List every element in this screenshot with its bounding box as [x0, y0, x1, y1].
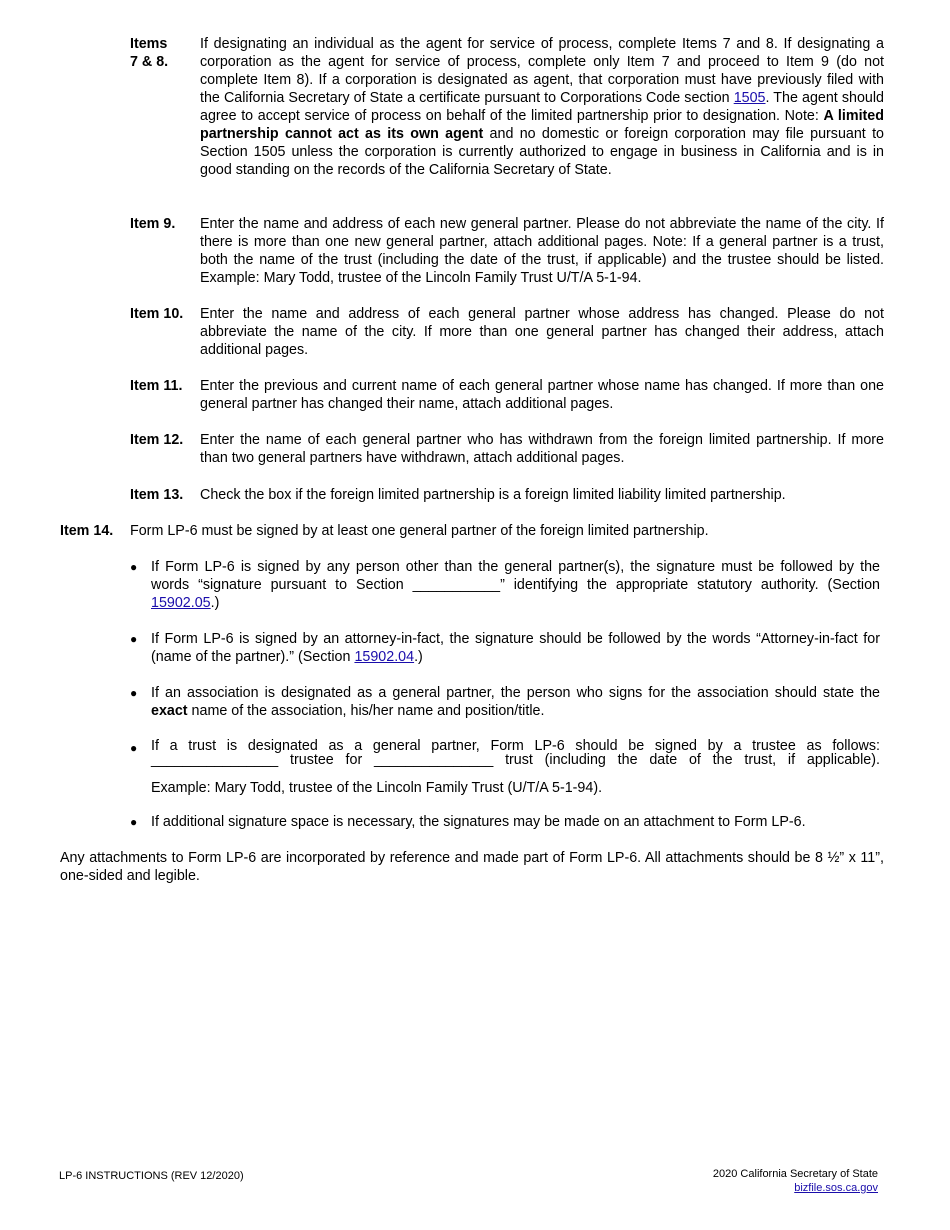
- bullet-trust: [130, 739, 880, 767]
- bullet-text: [151, 684, 880, 720]
- item-text: Enter the name and address of each new general partner. Please do not abbreviate the name of the city. If there is more than one new general partner, attach additional pages. Note: If a general partner is a trust, both the name of the trust (including the date of the trust, if applicable) and the trustee should be listed. Example: Mary Todd, trustee of the Lincoln Family Trust U/T/A 5-1-94.: [200, 216, 884, 286]
- item-text: Check the box if the foreign limited partnership is a foreign limited liability limited partnership.: [200, 487, 786, 503]
- item-label: Item 13.: [130, 487, 184, 503]
- bullet-association: [130, 684, 880, 720]
- bullet-text: If additional signature space is necessary, the signatures may be made on an attachment to Form LP-6.: [151, 814, 806, 830]
- item-label: Item 12.: [130, 432, 184, 448]
- footer-form-id: LP-6 INSTRUCTIONS (REV 12/2020): [59, 1170, 244, 1182]
- closing-paragraph: Any attachments to Form LP-6 are incorporated by reference and made part of Form LP-6. All attachments should be 8 ½” x 11”, one-sided and legible.: [60, 850, 884, 884]
- item-13: [130, 486, 884, 504]
- item-label-line2: 7 & 8.: [130, 54, 169, 70]
- item-14: [60, 522, 884, 540]
- trust-example: Example: Mary Todd, trustee of the Lincoln Family Trust (U/T/A 5-1-94).: [151, 780, 603, 796]
- item-label-line1: Items: [130, 36, 168, 52]
- item-label: [130, 35, 200, 71]
- section-15902-04-link[interactable]: 15902.04: [354, 649, 415, 665]
- item-12: [130, 431, 884, 467]
- bullet-dot-icon: ●: [130, 632, 138, 646]
- item-label: Item 14.: [60, 523, 114, 539]
- bullet-text-part: If an association is designated as a general partner, the person who signs for the association should state the: [151, 685, 880, 701]
- bullet-text: [151, 558, 880, 612]
- bullet-dot-icon: ●: [130, 560, 138, 574]
- item-label: Item 10.: [130, 306, 184, 322]
- bullet-text-part: .): [210, 595, 220, 611]
- item-text-part: . The agent should agree to accept service of process on behalf of the limited partnership prior to designation. Note:: [200, 90, 884, 124]
- item-label: Item 11.: [130, 378, 183, 394]
- item-text: [200, 35, 884, 179]
- bullet-text-line: If a trust is designated as a general partner, Form LP-6 should be signed by a trustee as follows:: [151, 738, 880, 754]
- item-text-part: and no domestic or foreign corporation may file pursuant to Section 1505 unless the corporation is currently authorized to engage in business in California and is in good standing on the records of the California Secretary of State.: [200, 126, 884, 178]
- item-text: Enter the name and address of each general partner whose address has changed. Please do not abbreviate the name of the city. If more than one general partner has changed their address, attach additional pages.: [200, 306, 884, 358]
- bullet-text-part: .): [414, 649, 423, 665]
- bullet-text: [151, 630, 880, 666]
- item-9: [130, 215, 884, 287]
- item-11: [130, 377, 884, 413]
- item-bold-note: A limited partnership cannot act as its own agent: [200, 108, 884, 142]
- bullet-text-part: name of the association, his/her name and position/title.: [187, 703, 545, 719]
- bullet-attorney-in-fact: [130, 630, 880, 666]
- bullet-additional-signature: [130, 813, 880, 831]
- bullet-text-line: ________________ trustee for _______________ trust (including the date of the trust, if applicable).: [151, 752, 880, 768]
- bullet-text-part: If Form LP-6 is signed by any person other than the general partner(s), the signature must be followed by the words “signature pursuant to Section ___________” identifying the appropriate statutory authority. (Section: [151, 559, 880, 593]
- item-label: Item 9.: [130, 216, 176, 232]
- section-1505-link[interactable]: 1505: [733, 90, 766, 106]
- item-7-8: [130, 35, 884, 179]
- bullet-dot-icon: ●: [130, 741, 138, 755]
- section-15902-05-link[interactable]: 15902.05: [151, 595, 211, 611]
- bullet-dot-icon: ●: [130, 686, 138, 700]
- item-text: Enter the previous and current name of each general partner whose name has changed. If more than one general partner has changed their name, attach additional pages.: [200, 378, 884, 412]
- bullet-text: [151, 739, 880, 767]
- bullet-text-part: If Form LP-6 is signed by an attorney-in-fact, the signature should be followed by the words “Attorney-in-fact for (name of the partner).” (Section: [151, 631, 880, 665]
- item-text: Enter the name of each general partner who has withdrawn from the foreign limited partnership. If more than two general partners have withdrawn, attach additional pages.: [200, 432, 884, 466]
- footer-copyright: 2020 California Secretary of State: [712, 1168, 878, 1180]
- item-text-part: If designating an individual as the agent for service of process, complete Items 7 and 8. If designating a corporation as the agent for service of process, complete only Item 7 and proceed to Item 9 (do not complete Item 8). If a corporation is designated as agent, that corporation must have previously filed with the California Secretary of State a certificate pursuant to Corporations Code section: [200, 36, 884, 106]
- bullet-bold-word: exact: [151, 703, 188, 719]
- bullet-dot-icon: ●: [130, 815, 138, 829]
- bizfile-link[interactable]: bizfile.sos.ca.gov: [794, 1182, 878, 1194]
- item-10: [130, 305, 884, 359]
- footer-right: [713, 1167, 878, 1195]
- bullet-signature-other-person: [130, 558, 880, 612]
- item-text: Form LP-6 must be signed by at least one general partner of the foreign limited partnership.: [130, 523, 709, 539]
